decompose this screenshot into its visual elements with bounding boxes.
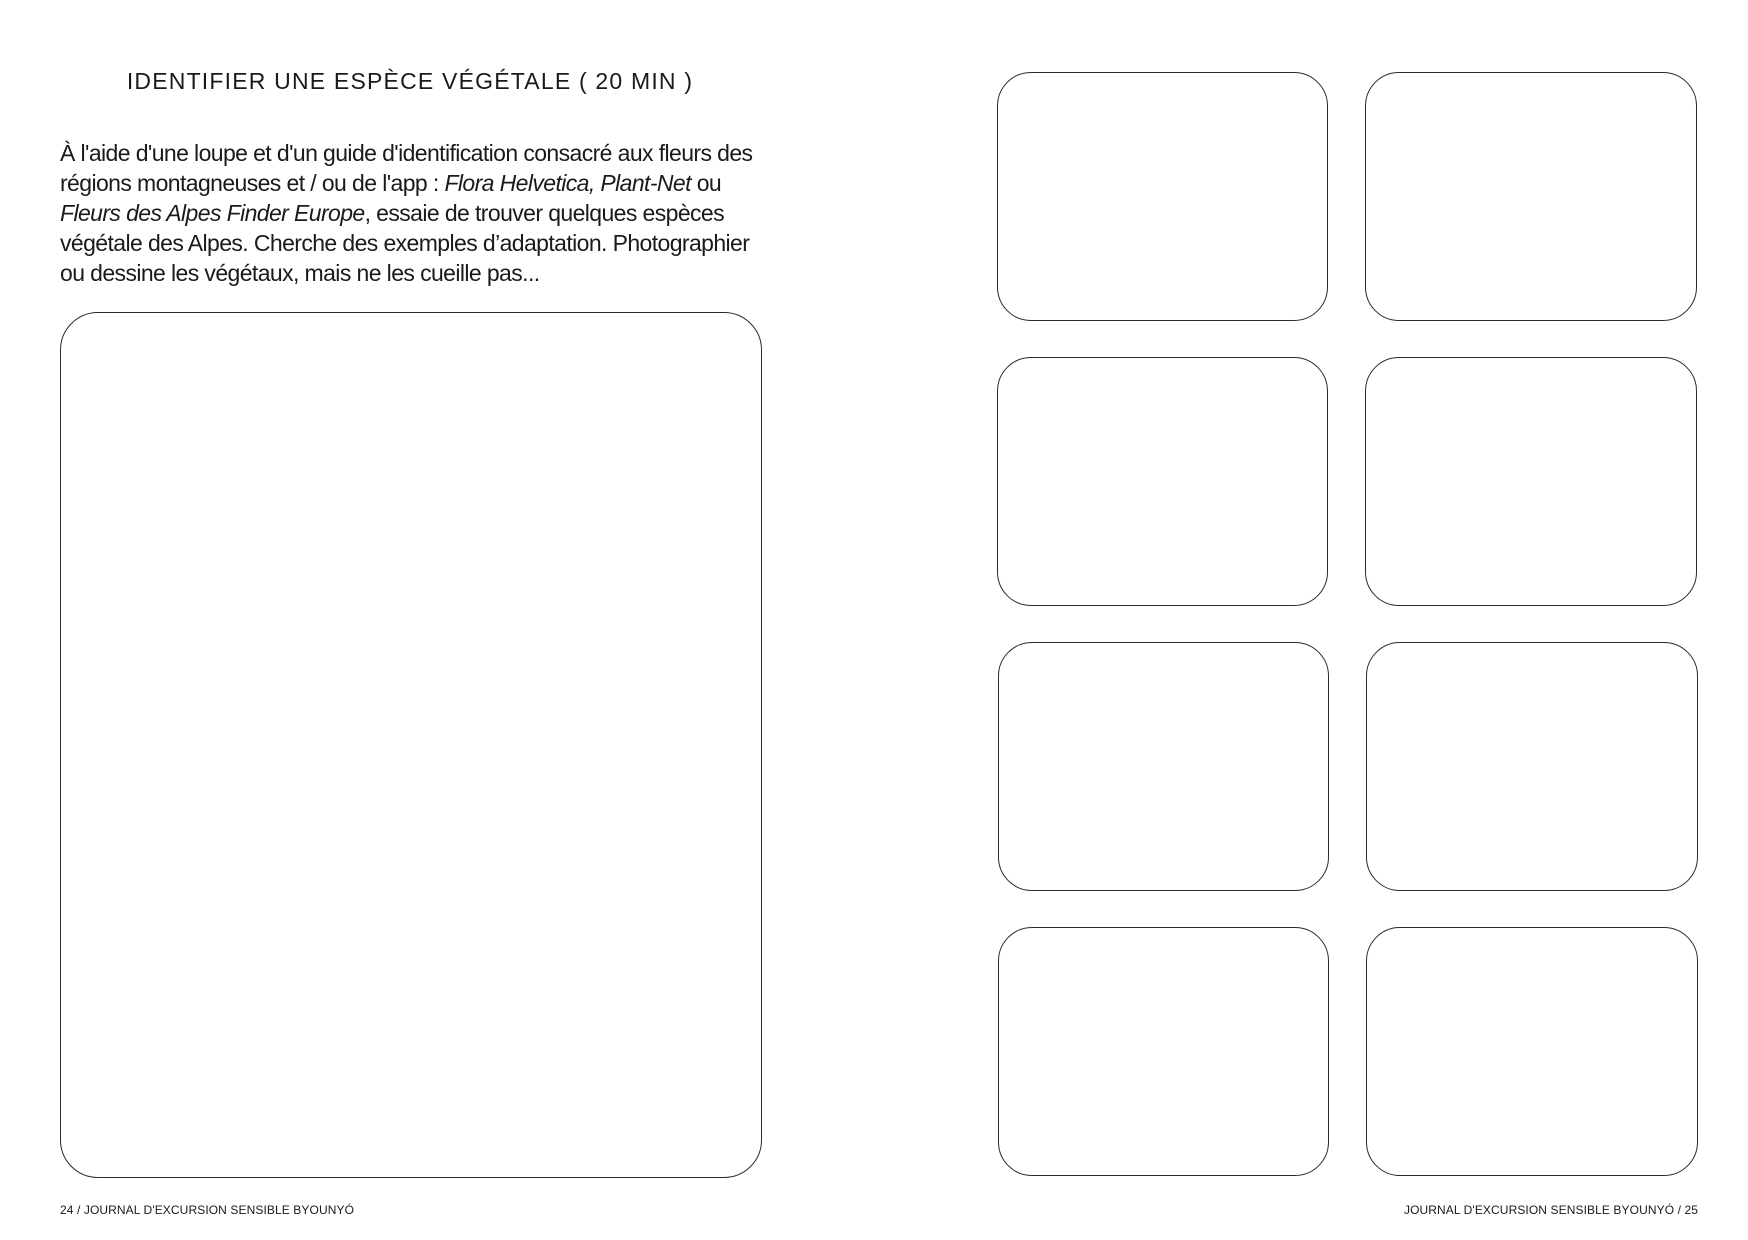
small-frame-r1-right (1365, 72, 1697, 321)
small-frame-r2-right (1365, 357, 1697, 606)
intro-text-2: ou (690, 170, 722, 196)
small-frame-r1-left (997, 72, 1328, 321)
instructions-paragraph (60, 138, 770, 288)
large-drawing-frame (60, 312, 762, 1178)
app-name-fleurs-des-alpes: Fleurs des Alpes Finder Europe (60, 200, 365, 226)
footer-left: 24 / JOURNAL D'EXCURSION SENSIBLE BYOUNYÓ (60, 1203, 355, 1217)
small-frame-r2-left (997, 357, 1328, 606)
small-frame-r4-right (1366, 927, 1698, 1176)
app-name-flora-plantnet: Flora Helvetica, Plant-Net (444, 170, 691, 196)
small-frame-r3-right (1366, 642, 1698, 891)
intro-text-1: À l'aide d'une loupe et d'un guide d'identification consacré aux fleurs des régions montagneuses et / ou de l'app : (60, 140, 753, 196)
intro-text-3: , essaie de trouver quelques espèces végétale des Alpes. Cherche des exemples d’adaptation. Photographier ou dessine les végétaux, mais ne les cueille pas... (60, 200, 750, 286)
right-page (874, 0, 1748, 1240)
footer-right: JOURNAL D'EXCURSION SENSIBLE BYOUNYÓ / 25 (1403, 1203, 1698, 1217)
small-frame-r3-left (998, 642, 1329, 891)
small-frame-r4-left (998, 927, 1329, 1176)
page-title: IDENTIFIER UNE ESPÈCE VÉGÉTALE ( 20 MIN ) (126, 68, 694, 94)
